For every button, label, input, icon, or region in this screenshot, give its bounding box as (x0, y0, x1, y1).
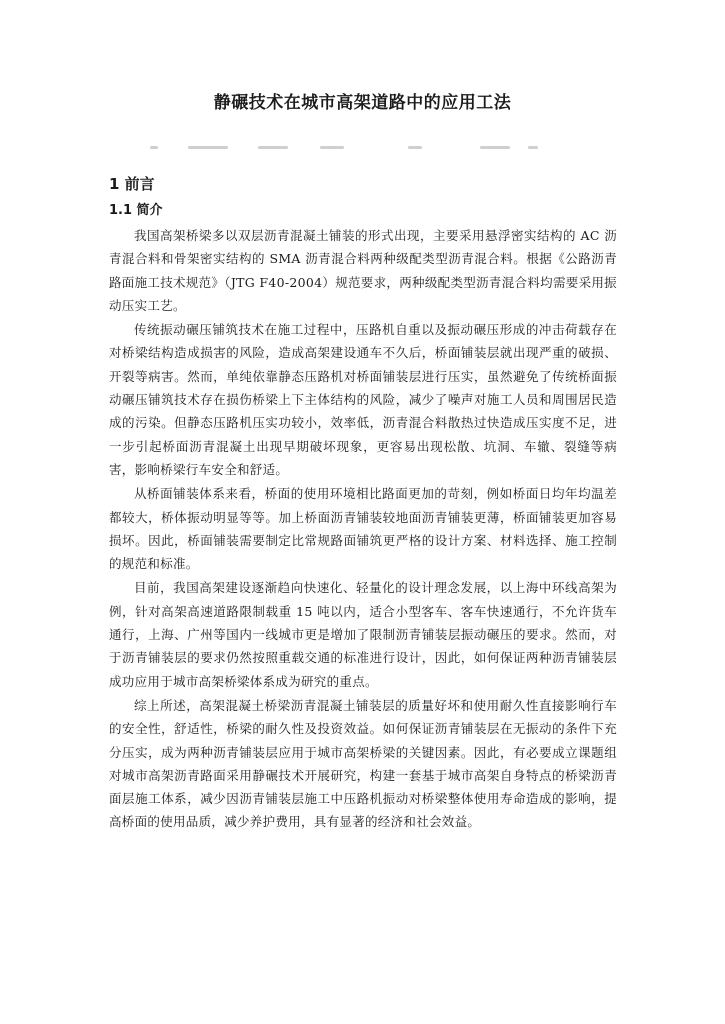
faded-mark (480, 146, 510, 149)
faded-mark (258, 146, 288, 149)
faded-mark (408, 146, 422, 149)
faded-mark (150, 146, 158, 149)
paragraph: 我国高架桥梁多以双层沥青混凝土铺装的形式出现，主要采用悬浮密实结构的 AC 沥青混合料和骨架密实结构的 SMA 沥青混合料两种级配类型沥青混合料。根据《公路沥青路面施工技术规范》（JTG F40-2004）规范要求，两种级配类型沥青混合料均需要采用振动压实工艺。 (109, 228, 617, 313)
faded-mark (188, 146, 228, 149)
subsection-heading: 1.1 简介 (109, 203, 163, 218)
faded-author-line (150, 142, 570, 156)
paragraph: 传统振动碾压铺筑技术在施工过程中，压路机自重以及振动碾压形成的冲击荷载存在对桥梁结构造成损害的风险，造成高架建设通车不久后，桥面铺装层就出现严重的破损、开裂等病害。然而，单纯依靠静态压路机对桥面铺装层进行压实，虽然避免了传统桥面振动碾压铺筑技术存在损伤桥梁上下主体结构的风险，减少了噪声对施工人员和周围居民造成的污染。但静态压路机压实功较小，效率低，沥青混合料散热过快造成压实度不足，进一步引起桥面沥青混凝土出现早期破坏现象，更容易出现松散、坑洞、车辙、裂缝等病害，影响桥梁行车安全和舒适。 (109, 322, 617, 477)
faded-mark (528, 146, 538, 149)
paragraph: 综上所述，高架混凝土桥梁沥青混凝土铺装层的质量好坏和使用耐久性直接影响行车的安全性，舒适性，桥梁的耐久性及投资效益。如何保证沥青铺装层在无振动的条件下充分压实，成为两种沥青铺装层应用于城市高架桥梁的关键因素。因此，有必要成立课题组对城市高架沥青路面采用静碾技术开展研究，构建一套基于城市高架自身特点的桥梁沥青面层施工体系，减少因沥青铺装层施工中压路机振动对桥梁整体使用寿命造成的影响，提高桥面的使用品质，减少养护费用，具有显著的经济和社会效益。 (109, 697, 617, 830)
paragraph: 目前，我国高架建设逐渐趋向快速化、轻量化的设计理念发展，以上海中环线高架为例，针对高架高速道路限制载重 15 吨以内，适合小型客车、客车快速通行，不允许货车通行，上海、广州等国内一线城市更是增加了限制沥青铺装层振动碾压的要求。然而，对于沥青铺装层的要求仍然按照重载交通的标准进行设计，因此，如何保证两种沥青铺装层成功应用于城市高架桥梁体系成为研究的重点。 (109, 580, 617, 689)
document-title: 静碾技术在城市高架道路中的应用工法 (213, 93, 512, 113)
section-heading: 1 前言 (109, 175, 155, 193)
body-text (109, 224, 617, 835)
faded-mark (320, 146, 344, 149)
paragraph: 从桥面铺装体系来看，桥面的使用环境相比路面更加的苛刻，例如桥面日均年均温差都较大，桥体振动明显等等。加上桥面沥青铺装较地面沥青铺装更薄，桥面铺装更加容易损坏。因此，桥面铺装需要制定比常规路面铺筑更严格的设计方案、材料选择、施工控制的规范和标准。 (109, 486, 617, 572)
